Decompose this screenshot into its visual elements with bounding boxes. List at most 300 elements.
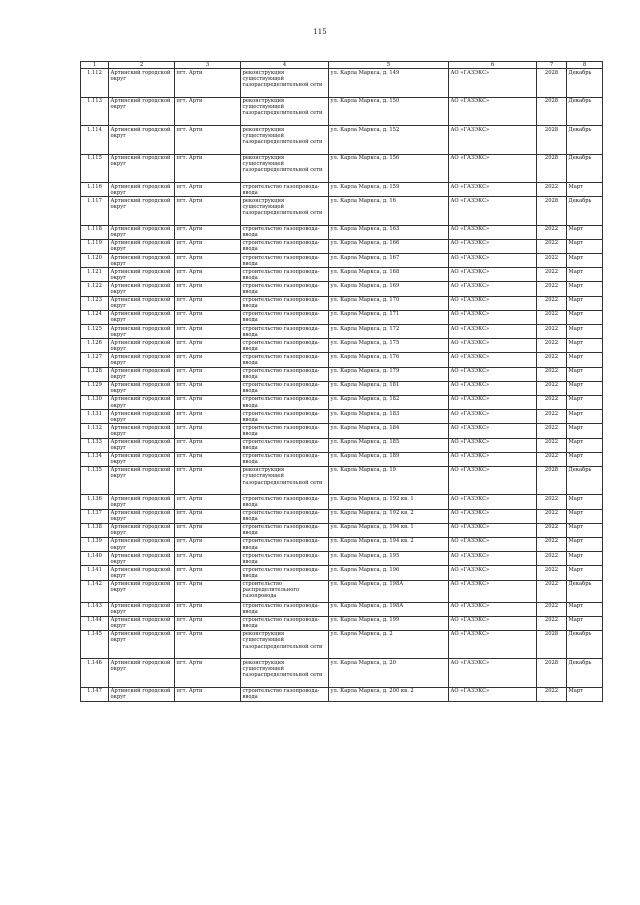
year-cell: 2022 xyxy=(537,410,567,424)
row-number: 1.139 xyxy=(81,537,109,551)
month-cell: Декабрь xyxy=(567,630,603,659)
table-row xyxy=(81,97,603,126)
year-cell: 2022 xyxy=(537,225,567,239)
month-cell: Март xyxy=(567,509,603,523)
work-type-cell: реконструкция существующей газораспределительной сети xyxy=(241,154,329,183)
district-cell: Артинский городской округ xyxy=(109,630,175,659)
organization-cell: АО «ГАЗЭКС» xyxy=(449,602,537,616)
work-type-cell: строительство газопровода-ввода xyxy=(241,325,329,339)
district-cell: Артинский городской округ xyxy=(109,523,175,537)
table-row xyxy=(81,495,603,509)
address-cell: ул. Карла Маркса, д. 20 xyxy=(329,659,449,688)
settlement-cell: пгт. Арти xyxy=(175,325,241,339)
organization-cell: АО «ГАЗЭКС» xyxy=(449,367,537,381)
month-cell: Декабрь xyxy=(567,69,603,98)
table-row xyxy=(81,381,603,395)
row-number: 1.128 xyxy=(81,367,109,381)
settlement-cell: пгт. Арти xyxy=(175,466,241,495)
settlement-cell: пгт. Арти xyxy=(175,566,241,580)
table-row xyxy=(81,580,603,602)
address-cell: ул. Карла Маркса, д. 198А xyxy=(329,580,449,602)
month-cell: Март xyxy=(567,239,603,253)
address-cell: ул. Карла Маркса, д. 172 xyxy=(329,325,449,339)
work-type-cell: строительство газопровода-ввода xyxy=(241,395,329,409)
address-cell: ул. Карла Маркса, д. 16 xyxy=(329,197,449,226)
table-row xyxy=(81,183,603,197)
table-body xyxy=(81,69,603,702)
organization-cell: АО «ГАЗЭКС» xyxy=(449,687,537,701)
district-cell: Артинский городской округ xyxy=(109,154,175,183)
row-number: 1.122 xyxy=(81,282,109,296)
district-cell: Артинский городской округ xyxy=(109,310,175,324)
month-cell: Декабрь xyxy=(567,97,603,126)
month-cell: Март xyxy=(567,353,603,367)
work-type-cell: строительство газопровода-ввода xyxy=(241,552,329,566)
district-cell: Артинский городской округ xyxy=(109,254,175,268)
table-row xyxy=(81,339,603,353)
address-cell: ул. Карла Маркса, д. 159 xyxy=(329,183,449,197)
work-type-cell: строительство газопровода-ввода xyxy=(241,495,329,509)
settlement-cell: пгт. Арти xyxy=(175,183,241,197)
row-number: 1.124 xyxy=(81,310,109,324)
work-type-cell: строительство газопровода-ввода xyxy=(241,687,329,701)
month-cell: Март xyxy=(567,495,603,509)
district-cell: Артинский городской округ xyxy=(109,97,175,126)
table-row xyxy=(81,687,603,701)
year-cell: 2028 xyxy=(537,97,567,126)
row-number: 1.144 xyxy=(81,616,109,630)
month-cell: Март xyxy=(567,410,603,424)
header-col-1: 1 xyxy=(81,62,109,69)
month-cell: Март xyxy=(567,282,603,296)
header-col-2: 2 xyxy=(109,62,175,69)
year-cell: 2028 xyxy=(537,197,567,226)
organization-cell: АО «ГАЗЭКС» xyxy=(449,197,537,226)
settlement-cell: пгт. Арти xyxy=(175,395,241,409)
address-cell: ул. Карла Маркса, д. 176 xyxy=(329,353,449,367)
header-row xyxy=(81,62,603,69)
month-cell: Март xyxy=(567,452,603,466)
district-cell: Артинский городской округ xyxy=(109,602,175,616)
row-number: 1.138 xyxy=(81,523,109,537)
month-cell: Март xyxy=(567,268,603,282)
row-number: 1.132 xyxy=(81,424,109,438)
address-cell: ул. Карла Маркса, д. 192 кв. 1 xyxy=(329,495,449,509)
year-cell: 2028 xyxy=(537,630,567,659)
month-cell: Декабрь xyxy=(567,154,603,183)
district-cell: Артинский городской округ xyxy=(109,438,175,452)
table-row xyxy=(81,296,603,310)
work-type-cell: реконструкция существующей газораспределительной сети xyxy=(241,659,329,688)
address-cell: ул. Карла Маркса, д. 168 xyxy=(329,268,449,282)
address-cell: ул. Карла Маркса, д. 183 xyxy=(329,410,449,424)
district-cell: Артинский городской округ xyxy=(109,659,175,688)
year-cell: 2022 xyxy=(537,353,567,367)
organization-cell: АО «ГАЗЭКС» xyxy=(449,154,537,183)
row-number: 1.127 xyxy=(81,353,109,367)
district-cell: Артинский городской округ xyxy=(109,353,175,367)
district-cell: Артинский городской округ xyxy=(109,509,175,523)
settlement-cell: пгт. Арти xyxy=(175,616,241,630)
header-col-6: 6 xyxy=(449,62,537,69)
settlement-cell: пгт. Арти xyxy=(175,438,241,452)
district-cell: Артинский городской округ xyxy=(109,537,175,551)
district-cell: Артинский городской округ xyxy=(109,495,175,509)
row-number: 1.126 xyxy=(81,339,109,353)
month-cell: Март xyxy=(567,310,603,324)
address-cell: ул. Карла Маркса, д. 19 xyxy=(329,466,449,495)
table-row xyxy=(81,395,603,409)
year-cell: 2022 xyxy=(537,438,567,452)
month-cell: Декабрь xyxy=(567,126,603,155)
row-number: 1.114 xyxy=(81,126,109,155)
organization-cell: АО «ГАЗЭКС» xyxy=(449,537,537,551)
month-cell: Март xyxy=(567,296,603,310)
settlement-cell: пгт. Арти xyxy=(175,353,241,367)
row-number: 1.115 xyxy=(81,154,109,183)
settlement-cell: пгт. Арти xyxy=(175,69,241,98)
organization-cell: АО «ГАЗЭКС» xyxy=(449,126,537,155)
row-number: 1.129 xyxy=(81,381,109,395)
row-number: 1.130 xyxy=(81,395,109,409)
row-number: 1.112 xyxy=(81,69,109,98)
organization-cell: АО «ГАЗЭКС» xyxy=(449,410,537,424)
work-type-cell: строительство газопровода-ввода xyxy=(241,381,329,395)
organization-cell: АО «ГАЗЭКС» xyxy=(449,310,537,324)
organization-cell: АО «ГАЗЭКС» xyxy=(449,69,537,98)
table-row xyxy=(81,452,603,466)
district-cell: Артинский городской округ xyxy=(109,566,175,580)
work-type-cell: строительство газопровода-ввода xyxy=(241,225,329,239)
work-type-cell: реконструкция существующей газораспределительной сети xyxy=(241,466,329,495)
year-cell: 2022 xyxy=(537,239,567,253)
table-row xyxy=(81,630,603,659)
row-number: 1.147 xyxy=(81,687,109,701)
table-row xyxy=(81,367,603,381)
address-cell: ул. Карла Маркса, д. 170 xyxy=(329,296,449,310)
year-cell: 2022 xyxy=(537,183,567,197)
table-row xyxy=(81,523,603,537)
row-number: 1.113 xyxy=(81,97,109,126)
organization-cell: АО «ГАЗЭКС» xyxy=(449,268,537,282)
organization-cell: АО «ГАЗЭКС» xyxy=(449,659,537,688)
year-cell: 2022 xyxy=(537,602,567,616)
settlement-cell: пгт. Арти xyxy=(175,410,241,424)
work-type-cell: реконструкция существующей газораспределительной сети xyxy=(241,197,329,226)
settlement-cell: пгт. Арти xyxy=(175,339,241,353)
work-type-cell: строительство газопровода-ввода xyxy=(241,424,329,438)
gasification-table xyxy=(80,61,603,702)
address-cell: ул. Карла Маркса, д. 167 xyxy=(329,254,449,268)
organization-cell: АО «ГАЗЭКС» xyxy=(449,452,537,466)
district-cell: Артинский городской округ xyxy=(109,452,175,466)
address-cell: ул. Карла Маркса, д. 150 xyxy=(329,97,449,126)
work-type-cell: строительство газопровода-ввода xyxy=(241,254,329,268)
district-cell: Артинский городской округ xyxy=(109,367,175,381)
month-cell: Март xyxy=(567,566,603,580)
organization-cell: АО «ГАЗЭКС» xyxy=(449,495,537,509)
row-number: 1.118 xyxy=(81,225,109,239)
row-number: 1.131 xyxy=(81,410,109,424)
table-row xyxy=(81,602,603,616)
year-cell: 2022 xyxy=(537,367,567,381)
settlement-cell: пгт. Арти xyxy=(175,602,241,616)
month-cell: Март xyxy=(567,523,603,537)
address-cell: ул. Карла Маркса, д. 175 xyxy=(329,339,449,353)
row-number: 1.146 xyxy=(81,659,109,688)
address-cell: ул. Карла Маркса, д. 189 xyxy=(329,452,449,466)
settlement-cell: пгт. Арти xyxy=(175,97,241,126)
work-type-cell: реконструкция существующей газораспределительной сети xyxy=(241,69,329,98)
table-row xyxy=(81,353,603,367)
organization-cell: АО «ГАЗЭКС» xyxy=(449,466,537,495)
address-cell: ул. Карла Маркса, д. 200 кв. 2 xyxy=(329,687,449,701)
year-cell: 2022 xyxy=(537,381,567,395)
month-cell: Март xyxy=(567,183,603,197)
work-type-cell: строительство газопровода-ввода xyxy=(241,410,329,424)
address-cell: ул. Карла Маркса, д. 156 xyxy=(329,154,449,183)
work-type-cell: строительство газопровода-ввода xyxy=(241,367,329,381)
row-number: 1.133 xyxy=(81,438,109,452)
year-cell: 2022 xyxy=(537,616,567,630)
settlement-cell: пгт. Арти xyxy=(175,254,241,268)
header-col-5: 5 xyxy=(329,62,449,69)
organization-cell: АО «ГАЗЭКС» xyxy=(449,254,537,268)
year-cell: 2022 xyxy=(537,552,567,566)
row-number: 1.117 xyxy=(81,197,109,226)
year-cell: 2022 xyxy=(537,424,567,438)
district-cell: Артинский городской округ xyxy=(109,616,175,630)
district-cell: Артинский городской округ xyxy=(109,197,175,226)
organization-cell: АО «ГАЗЭКС» xyxy=(449,225,537,239)
year-cell: 2022 xyxy=(537,523,567,537)
district-cell: Артинский городской округ xyxy=(109,183,175,197)
year-cell: 2028 xyxy=(537,154,567,183)
row-number: 1.142 xyxy=(81,580,109,602)
month-cell: Март xyxy=(567,254,603,268)
work-type-cell: строительство газопровода-ввода xyxy=(241,452,329,466)
table-row xyxy=(81,659,603,688)
settlement-cell: пгт. Арти xyxy=(175,552,241,566)
row-number: 1.134 xyxy=(81,452,109,466)
settlement-cell: пгт. Арти xyxy=(175,659,241,688)
address-cell: ул. Карла Маркса, д. 192 кв. 2 xyxy=(329,509,449,523)
month-cell: Декабрь xyxy=(567,580,603,602)
organization-cell: АО «ГАЗЭКС» xyxy=(449,552,537,566)
table-row xyxy=(81,282,603,296)
organization-cell: АО «ГАЗЭКС» xyxy=(449,630,537,659)
district-cell: Артинский городской округ xyxy=(109,282,175,296)
table-row xyxy=(81,69,603,98)
district-cell: Артинский городской округ xyxy=(109,580,175,602)
table-row xyxy=(81,552,603,566)
address-cell: ул. Карла Маркса, д. 184 xyxy=(329,424,449,438)
organization-cell: АО «ГАЗЭКС» xyxy=(449,296,537,310)
header-col-7: 7 xyxy=(537,62,567,69)
table-row xyxy=(81,268,603,282)
district-cell: Артинский городской округ xyxy=(109,225,175,239)
organization-cell: АО «ГАЗЭКС» xyxy=(449,339,537,353)
settlement-cell: пгт. Арти xyxy=(175,268,241,282)
settlement-cell: пгт. Арти xyxy=(175,537,241,551)
table-row xyxy=(81,438,603,452)
settlement-cell: пгт. Арти xyxy=(175,523,241,537)
row-number: 1.123 xyxy=(81,296,109,310)
year-cell: 2022 xyxy=(537,325,567,339)
year-cell: 2022 xyxy=(537,296,567,310)
organization-cell: АО «ГАЗЭКС» xyxy=(449,239,537,253)
work-type-cell: строительство газопровода-ввода xyxy=(241,310,329,324)
district-cell: Артинский городской округ xyxy=(109,395,175,409)
district-cell: Артинский городской округ xyxy=(109,552,175,566)
address-cell: ул. Карла Маркса, д. 195 xyxy=(329,552,449,566)
work-type-cell: строительство газопровода-ввода xyxy=(241,353,329,367)
organization-cell: АО «ГАЗЭКС» xyxy=(449,509,537,523)
row-number: 1.137 xyxy=(81,509,109,523)
address-cell: ул. Карла Маркса, д. 194 кв. 1 xyxy=(329,523,449,537)
district-cell: Артинский городской округ xyxy=(109,687,175,701)
settlement-cell: пгт. Арти xyxy=(175,424,241,438)
year-cell: 2022 xyxy=(537,537,567,551)
table-row xyxy=(81,410,603,424)
address-cell: ул. Карла Маркса, д. 169 xyxy=(329,282,449,296)
table-row xyxy=(81,325,603,339)
settlement-cell: пгт. Арти xyxy=(175,310,241,324)
table-row xyxy=(81,466,603,495)
year-cell: 2028 xyxy=(537,69,567,98)
work-type-cell: строительство газопровода-ввода xyxy=(241,239,329,253)
month-cell: Март xyxy=(567,381,603,395)
month-cell: Март xyxy=(567,225,603,239)
year-cell: 2022 xyxy=(537,566,567,580)
work-type-cell: строительство газопровода-ввода xyxy=(241,509,329,523)
settlement-cell: пгт. Арти xyxy=(175,225,241,239)
row-number: 1.135 xyxy=(81,466,109,495)
organization-cell: АО «ГАЗЭКС» xyxy=(449,566,537,580)
table-row xyxy=(81,126,603,155)
year-cell: 2022 xyxy=(537,339,567,353)
settlement-cell: пгт. Арти xyxy=(175,282,241,296)
month-cell: Март xyxy=(567,367,603,381)
month-cell: Март xyxy=(567,325,603,339)
district-cell: Артинский городской округ xyxy=(109,339,175,353)
year-cell: 2022 xyxy=(537,395,567,409)
work-type-cell: строительство газопровода-ввода xyxy=(241,339,329,353)
year-cell: 2022 xyxy=(537,282,567,296)
table-row xyxy=(81,154,603,183)
month-cell: Март xyxy=(567,537,603,551)
address-cell: ул. Карла Маркса, д. 181 xyxy=(329,381,449,395)
settlement-cell: пгт. Арти xyxy=(175,126,241,155)
month-cell: Декабрь xyxy=(567,659,603,688)
month-cell: Март xyxy=(567,424,603,438)
district-cell: Артинский городской округ xyxy=(109,410,175,424)
work-type-cell: строительство газопровода-ввода xyxy=(241,438,329,452)
table-row xyxy=(81,197,603,226)
organization-cell: АО «ГАЗЭКС» xyxy=(449,282,537,296)
organization-cell: АО «ГАЗЭКС» xyxy=(449,353,537,367)
work-type-cell: строительство газопровода-ввода xyxy=(241,268,329,282)
row-number: 1.121 xyxy=(81,268,109,282)
address-cell: ул. Карла Маркса, д. 166 xyxy=(329,239,449,253)
table-row xyxy=(81,616,603,630)
address-cell: ул. Карла Маркса, д. 196 xyxy=(329,566,449,580)
organization-cell: АО «ГАЗЭКС» xyxy=(449,183,537,197)
month-cell: Март xyxy=(567,438,603,452)
work-type-cell: строительство газопровода-ввода xyxy=(241,282,329,296)
district-cell: Артинский городской округ xyxy=(109,325,175,339)
settlement-cell: пгт. Арти xyxy=(175,580,241,602)
row-number: 1.140 xyxy=(81,552,109,566)
settlement-cell: пгт. Арти xyxy=(175,495,241,509)
settlement-cell: пгт. Арти xyxy=(175,630,241,659)
work-type-cell: строительство газопровода-ввода xyxy=(241,602,329,616)
header-col-8: 8 xyxy=(567,62,603,69)
year-cell: 2022 xyxy=(537,310,567,324)
work-type-cell: строительство распределительного газопровода xyxy=(241,580,329,602)
work-type-cell: строительство газопровода-ввода xyxy=(241,296,329,310)
district-cell: Артинский городской округ xyxy=(109,466,175,495)
month-cell: Декабрь xyxy=(567,197,603,226)
year-cell: 2022 xyxy=(537,509,567,523)
year-cell: 2028 xyxy=(537,659,567,688)
month-cell: Март xyxy=(567,339,603,353)
header-col-3: 3 xyxy=(175,62,241,69)
district-cell: Артинский городской округ xyxy=(109,69,175,98)
address-cell: ул. Карла Маркса, д. 171 xyxy=(329,310,449,324)
settlement-cell: пгт. Арти xyxy=(175,509,241,523)
year-cell: 2022 xyxy=(537,580,567,602)
settlement-cell: пгт. Арти xyxy=(175,296,241,310)
settlement-cell: пгт. Арти xyxy=(175,367,241,381)
settlement-cell: пгт. Арти xyxy=(175,154,241,183)
organization-cell: АО «ГАЗЭКС» xyxy=(449,381,537,395)
row-number: 1.125 xyxy=(81,325,109,339)
month-cell: Март xyxy=(567,616,603,630)
district-cell: Артинский городской округ xyxy=(109,126,175,155)
address-cell: ул. Карла Маркса, д. 179 xyxy=(329,367,449,381)
organization-cell: АО «ГАЗЭКС» xyxy=(449,395,537,409)
district-cell: Артинский городской округ xyxy=(109,239,175,253)
district-cell: Артинский городской округ xyxy=(109,296,175,310)
table-row xyxy=(81,424,603,438)
header-col-4: 4 xyxy=(241,62,329,69)
organization-cell: АО «ГАЗЭКС» xyxy=(449,438,537,452)
settlement-cell: пгт. Арти xyxy=(175,197,241,226)
settlement-cell: пгт. Арти xyxy=(175,687,241,701)
row-number: 1.119 xyxy=(81,239,109,253)
table-row xyxy=(81,537,603,551)
organization-cell: АО «ГАЗЭКС» xyxy=(449,616,537,630)
work-type-cell: строительство газопровода-ввода xyxy=(241,616,329,630)
work-type-cell: строительство газопровода-ввода xyxy=(241,183,329,197)
organization-cell: АО «ГАЗЭКС» xyxy=(449,523,537,537)
organization-cell: АО «ГАЗЭКС» xyxy=(449,97,537,126)
table-row xyxy=(81,225,603,239)
address-cell: ул. Карла Маркса, д. 163 xyxy=(329,225,449,239)
address-cell: ул. Карла Маркса, д. 194 кв. 2 xyxy=(329,537,449,551)
year-cell: 2022 xyxy=(537,254,567,268)
table-row xyxy=(81,509,603,523)
table-row xyxy=(81,254,603,268)
work-type-cell: строительство газопровода-ввода xyxy=(241,566,329,580)
month-cell: Март xyxy=(567,602,603,616)
year-cell: 2022 xyxy=(537,452,567,466)
address-cell: ул. Карла Маркса, д. 149 xyxy=(329,69,449,98)
row-number: 1.136 xyxy=(81,495,109,509)
settlement-cell: пгт. Арти xyxy=(175,381,241,395)
year-cell: 2022 xyxy=(537,495,567,509)
